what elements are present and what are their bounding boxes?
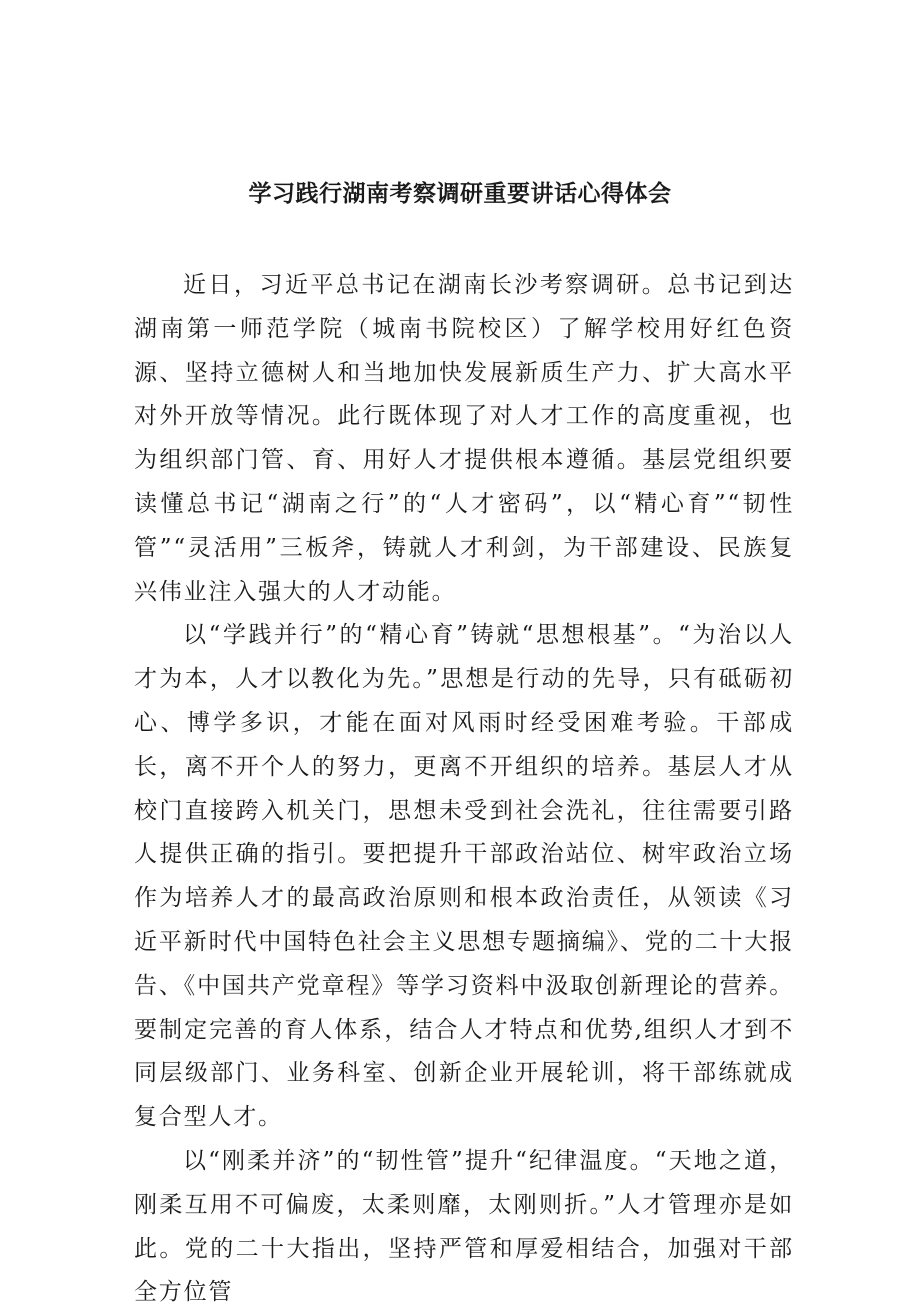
- paragraph-cultivation: 以“学践并行”的“精心育”铸就“思想根基”。“为治以人才为本，人才以教化为先。”思想是行动的先导，只有砥砺初心、博学多识，才能在面对风雨时经受困难考验。干部成长，离不开个人的努力，更离不开组织的培养。基层人才从校门直接跨入机关门，思想未受到社会洗礼，往往需要引路人提供正确的指引。要把提升干部政治站位、树牢政治立场作为培养人才的最高政治原则和根本政治责任，从领读《习近平新时代中国特色社会主义思想专题摘编》、党的二十大报告、《中国共产党章程》等学习资料中汲取创新理论的营养。要制定完善的育人体系，结合人才特点和优势,组织人才到不同层级部门、业务科室、创新企业开展轮训，将干部练就成复合型人才。: [134, 622, 794, 1131]
- paragraph-intro: 近日，习近平总书记在湖南长沙考察调研。总书记到达湖南第一师范学院（城南书院校区）了解学校用好红色资源、坚持立德树人和当地加快发展新质生产力、扩大高水平对外开放等情况。此行既体现了对人才工作的高度重视，也为组织部门管、育、用好人才提供根本遵循。基层党组织要读懂总书记“湖南之行”的“人才密码”，以“精心育”“韧性管”“灵活用”三板斧，铸就人才利剑，为干部建设、民族复兴伟业注入强大的人才动能。: [134, 272, 794, 605]
- document-title: 学习践行湖南考察调研重要讲话心得体会: [248, 181, 672, 207]
- paragraph-management: 以“刚柔并济”的“韧性管”提升“纪律温度。“天地之道，刚柔互用不可偏废，太柔则靡，太刚则折。”人才管理亦是如此。党的二十大指出，坚持严管和厚爱相结合，加强对干部全方位管: [134, 1147, 794, 1306]
- document-body: [134, 264, 794, 1315]
